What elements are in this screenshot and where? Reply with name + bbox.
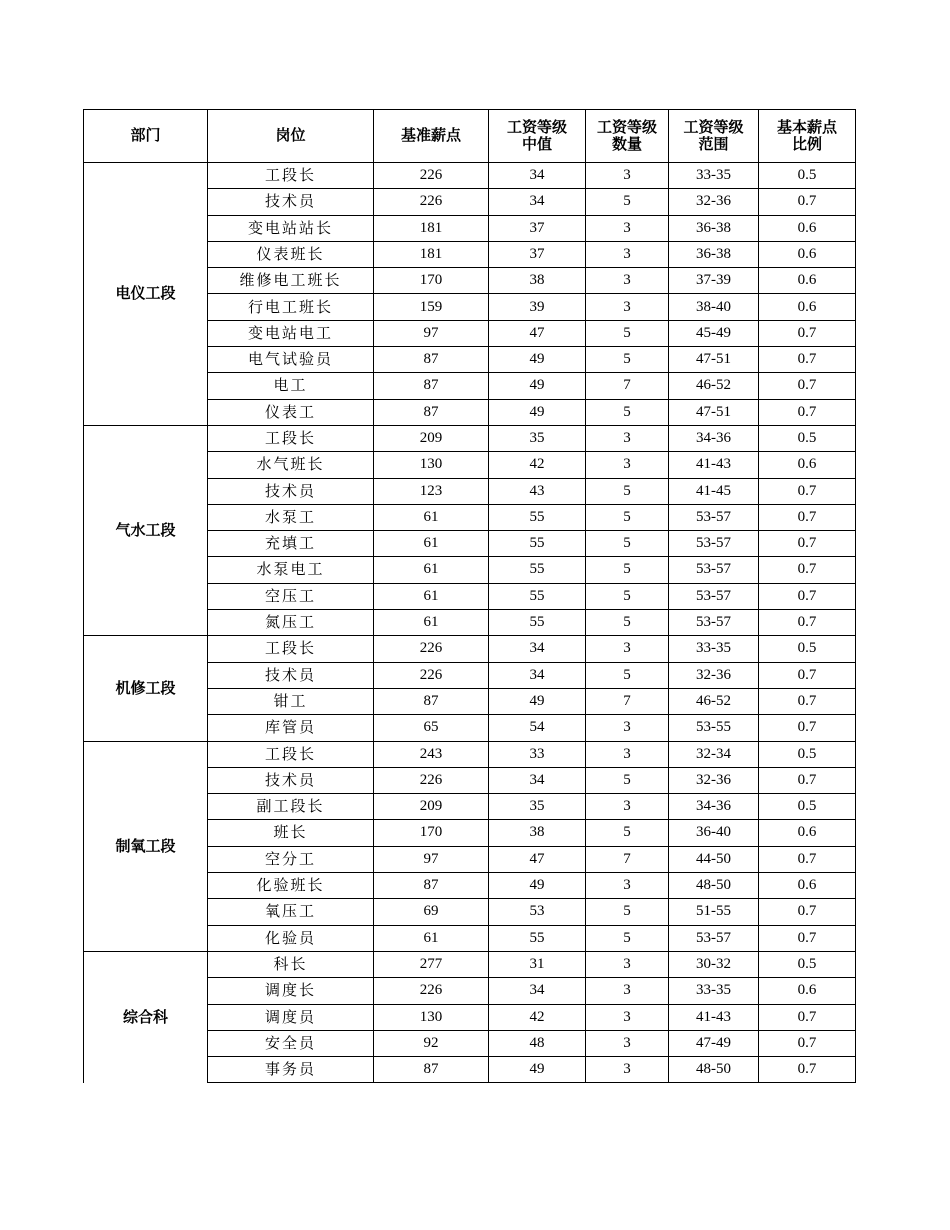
position-cell: 调度员 [208,1004,374,1030]
base-points-cell: 159 [374,294,489,320]
header-grade-count: 工资等级 数量 [586,110,669,163]
base-points-cell: 277 [374,951,489,977]
header-position: 岗位 [208,110,374,163]
position-cell: 仪表班长 [208,241,374,267]
base-points-cell: 69 [374,899,489,925]
table-row [84,951,856,977]
position-cell: 维修电工班长 [208,268,374,294]
position-cell: 水气班长 [208,452,374,478]
base-ratio-cell: 0.7 [759,399,856,425]
position-cell: 变电站电工 [208,320,374,346]
base-ratio-cell: 0.6 [759,452,856,478]
grade-mid-cell: 49 [489,688,586,714]
grade-range-cell: 32-36 [669,767,759,793]
base-ratio-cell: 0.7 [759,610,856,636]
grade-mid-cell: 39 [489,294,586,320]
base-points-cell: 181 [374,215,489,241]
base-points-cell: 92 [374,1030,489,1056]
grade-count-cell: 3 [586,163,669,189]
grade-count-cell: 5 [586,583,669,609]
position-cell: 钳工 [208,688,374,714]
grade-count-cell: 5 [586,610,669,636]
header-dept: 部门 [84,110,208,163]
base-points-cell: 226 [374,163,489,189]
position-cell: 仪表工 [208,399,374,425]
grade-mid-cell: 34 [489,662,586,688]
grade-range-cell: 41-43 [669,452,759,478]
grade-range-cell: 34-36 [669,794,759,820]
grade-range-cell: 41-43 [669,1004,759,1030]
base-points-cell: 226 [374,978,489,1004]
base-ratio-cell: 0.7 [759,583,856,609]
grade-mid-cell: 37 [489,241,586,267]
header-grade-range: 工资等级 范围 [669,110,759,163]
base-points-cell: 87 [374,399,489,425]
grade-count-cell: 5 [586,478,669,504]
grade-mid-cell: 55 [489,504,586,530]
base-ratio-cell: 0.7 [759,1030,856,1056]
base-points-cell: 61 [374,610,489,636]
base-points-cell: 61 [374,531,489,557]
position-cell: 工段长 [208,163,374,189]
base-points-cell: 226 [374,662,489,688]
base-points-cell: 209 [374,425,489,451]
grade-mid-cell: 54 [489,715,586,741]
base-points-cell: 97 [374,846,489,872]
grade-range-cell: 47-51 [669,347,759,373]
position-cell: 电气试验员 [208,347,374,373]
grade-count-cell: 5 [586,531,669,557]
base-points-cell: 97 [374,320,489,346]
grade-mid-cell: 49 [489,373,586,399]
grade-range-cell: 53-57 [669,531,759,557]
base-points-cell: 87 [374,373,489,399]
grade-count-cell: 3 [586,715,669,741]
position-cell: 工段长 [208,425,374,451]
grade-mid-cell: 55 [489,925,586,951]
table-row [84,425,856,451]
header-base-ratio: 基本薪点 比例 [759,110,856,163]
grade-range-cell: 33-35 [669,163,759,189]
grade-range-cell: 41-45 [669,478,759,504]
grade-range-cell: 46-52 [669,688,759,714]
grade-range-cell: 53-57 [669,925,759,951]
table-body [84,163,856,1083]
grade-count-cell: 5 [586,899,669,925]
base-ratio-cell: 0.7 [759,688,856,714]
position-cell: 空分工 [208,846,374,872]
grade-count-cell: 3 [586,951,669,977]
base-ratio-cell: 0.6 [759,268,856,294]
base-ratio-cell: 0.7 [759,1057,856,1083]
base-ratio-cell: 0.5 [759,741,856,767]
grade-range-cell: 47-49 [669,1030,759,1056]
grade-count-cell: 3 [586,268,669,294]
position-cell: 库管员 [208,715,374,741]
base-ratio-cell: 0.7 [759,1004,856,1030]
base-ratio-cell: 0.6 [759,978,856,1004]
base-ratio-cell: 0.6 [759,294,856,320]
grade-range-cell: 53-57 [669,504,759,530]
grade-count-cell: 5 [586,820,669,846]
grade-mid-cell: 55 [489,531,586,557]
grade-count-cell: 3 [586,425,669,451]
department-cell: 电仪工段 [84,163,208,426]
base-ratio-cell: 0.5 [759,425,856,451]
grade-count-cell: 3 [586,1004,669,1030]
grade-count-cell: 5 [586,399,669,425]
grade-count-cell: 5 [586,557,669,583]
grade-range-cell: 32-34 [669,741,759,767]
grade-count-cell: 3 [586,1030,669,1056]
position-cell: 化验班长 [208,873,374,899]
base-ratio-cell: 0.6 [759,241,856,267]
department-cell: 制氧工段 [84,741,208,951]
position-cell: 班长 [208,820,374,846]
base-ratio-cell: 0.5 [759,163,856,189]
base-ratio-cell: 0.7 [759,478,856,504]
grade-mid-cell: 35 [489,425,586,451]
base-points-cell: 61 [374,504,489,530]
grade-range-cell: 53-55 [669,715,759,741]
base-points-cell: 61 [374,925,489,951]
position-cell: 副工段长 [208,794,374,820]
base-ratio-cell: 0.5 [759,794,856,820]
base-points-cell: 123 [374,478,489,504]
grade-range-cell: 36-38 [669,241,759,267]
grade-mid-cell: 34 [489,636,586,662]
header-grade-mid: 工资等级 中值 [489,110,586,163]
grade-count-cell: 5 [586,347,669,373]
grade-count-cell: 5 [586,767,669,793]
header-base-points: 基准薪点 [374,110,489,163]
position-cell: 事务员 [208,1057,374,1083]
grade-range-cell: 30-32 [669,951,759,977]
grade-range-cell: 34-36 [669,425,759,451]
grade-mid-cell: 42 [489,1004,586,1030]
grade-mid-cell: 47 [489,846,586,872]
grade-count-cell: 5 [586,925,669,951]
grade-mid-cell: 55 [489,557,586,583]
grade-mid-cell: 42 [489,452,586,478]
base-ratio-cell: 0.7 [759,846,856,872]
position-cell: 氮压工 [208,610,374,636]
grade-count-cell: 3 [586,215,669,241]
grade-mid-cell: 49 [489,399,586,425]
base-ratio-cell: 0.6 [759,215,856,241]
position-cell: 调度长 [208,978,374,1004]
grade-range-cell: 48-50 [669,1057,759,1083]
grade-mid-cell: 33 [489,741,586,767]
grade-count-cell: 5 [586,662,669,688]
grade-count-cell: 3 [586,241,669,267]
grade-range-cell: 48-50 [669,873,759,899]
grade-range-cell: 44-50 [669,846,759,872]
base-points-cell: 61 [374,557,489,583]
grade-count-cell: 7 [586,846,669,872]
base-points-cell: 170 [374,820,489,846]
grade-range-cell: 46-52 [669,373,759,399]
base-ratio-cell: 0.7 [759,531,856,557]
header-row [84,110,856,163]
base-points-cell: 181 [374,241,489,267]
position-cell: 安全员 [208,1030,374,1056]
grade-count-cell: 3 [586,1057,669,1083]
grade-count-cell: 5 [586,504,669,530]
base-ratio-cell: 0.5 [759,636,856,662]
grade-mid-cell: 38 [489,820,586,846]
base-ratio-cell: 0.7 [759,662,856,688]
base-ratio-cell: 0.7 [759,504,856,530]
base-points-cell: 226 [374,767,489,793]
base-ratio-cell: 0.7 [759,925,856,951]
position-cell: 技术员 [208,662,374,688]
position-cell: 空压工 [208,583,374,609]
table-row [84,636,856,662]
grade-mid-cell: 49 [489,347,586,373]
grade-range-cell: 51-55 [669,899,759,925]
grade-mid-cell: 34 [489,163,586,189]
base-ratio-cell: 0.5 [759,951,856,977]
grade-count-cell: 3 [586,873,669,899]
department-cell: 气水工段 [84,425,208,635]
grade-range-cell: 32-36 [669,662,759,688]
table-row [84,163,856,189]
grade-count-cell: 3 [586,794,669,820]
grade-mid-cell: 34 [489,189,586,215]
position-cell: 水泵工 [208,504,374,530]
position-cell: 技术员 [208,767,374,793]
table-row [84,741,856,767]
base-points-cell: 226 [374,636,489,662]
base-ratio-cell: 0.7 [759,373,856,399]
base-ratio-cell: 0.6 [759,820,856,846]
grade-count-cell: 3 [586,636,669,662]
base-ratio-cell: 0.7 [759,767,856,793]
grade-mid-cell: 38 [489,268,586,294]
grade-mid-cell: 49 [489,1057,586,1083]
grade-mid-cell: 43 [489,478,586,504]
base-ratio-cell: 0.7 [759,899,856,925]
position-cell: 化验员 [208,925,374,951]
base-ratio-cell: 0.7 [759,189,856,215]
grade-range-cell: 32-36 [669,189,759,215]
grade-mid-cell: 31 [489,951,586,977]
grade-count-cell: 7 [586,688,669,714]
grade-range-cell: 53-57 [669,583,759,609]
position-cell: 工段长 [208,636,374,662]
position-cell: 氧压工 [208,899,374,925]
base-points-cell: 87 [374,347,489,373]
grade-range-cell: 33-35 [669,978,759,1004]
grade-range-cell: 53-57 [669,610,759,636]
grade-mid-cell: 35 [489,794,586,820]
grade-range-cell: 36-40 [669,820,759,846]
position-cell: 电工 [208,373,374,399]
grade-range-cell: 33-35 [669,636,759,662]
base-ratio-cell: 0.6 [759,873,856,899]
base-points-cell: 226 [374,189,489,215]
grade-count-cell: 3 [586,294,669,320]
grade-count-cell: 3 [586,741,669,767]
grade-mid-cell: 34 [489,978,586,1004]
base-points-cell: 65 [374,715,489,741]
grade-mid-cell: 47 [489,320,586,346]
base-points-cell: 61 [374,583,489,609]
grade-count-cell: 5 [586,189,669,215]
base-points-cell: 243 [374,741,489,767]
grade-mid-cell: 55 [489,583,586,609]
base-points-cell: 87 [374,688,489,714]
base-ratio-cell: 0.7 [759,347,856,373]
grade-count-cell: 3 [586,978,669,1004]
base-points-cell: 209 [374,794,489,820]
grade-mid-cell: 55 [489,610,586,636]
department-cell: 机修工段 [84,636,208,741]
base-ratio-cell: 0.7 [759,557,856,583]
grade-mid-cell: 49 [489,873,586,899]
base-points-cell: 170 [374,268,489,294]
salary-grade-table [83,109,856,1083]
grade-mid-cell: 48 [489,1030,586,1056]
base-points-cell: 87 [374,1057,489,1083]
department-cell: 综合科 [84,951,208,1082]
grade-range-cell: 53-57 [669,557,759,583]
position-cell: 充填工 [208,531,374,557]
position-cell: 水泵电工 [208,557,374,583]
grade-count-cell: 7 [586,373,669,399]
base-points-cell: 87 [374,873,489,899]
grade-mid-cell: 37 [489,215,586,241]
base-ratio-cell: 0.7 [759,715,856,741]
position-cell: 变电站站长 [208,215,374,241]
position-cell: 技术员 [208,478,374,504]
grade-range-cell: 37-39 [669,268,759,294]
base-points-cell: 130 [374,452,489,478]
grade-range-cell: 45-49 [669,320,759,346]
position-cell: 技术员 [208,189,374,215]
base-points-cell: 130 [374,1004,489,1030]
grade-mid-cell: 34 [489,767,586,793]
grade-count-cell: 3 [586,452,669,478]
position-cell: 行电工班长 [208,294,374,320]
position-cell: 工段长 [208,741,374,767]
grade-range-cell: 38-40 [669,294,759,320]
grade-range-cell: 36-38 [669,215,759,241]
grade-count-cell: 5 [586,320,669,346]
grade-range-cell: 47-51 [669,399,759,425]
position-cell: 科长 [208,951,374,977]
grade-mid-cell: 53 [489,899,586,925]
base-ratio-cell: 0.7 [759,320,856,346]
